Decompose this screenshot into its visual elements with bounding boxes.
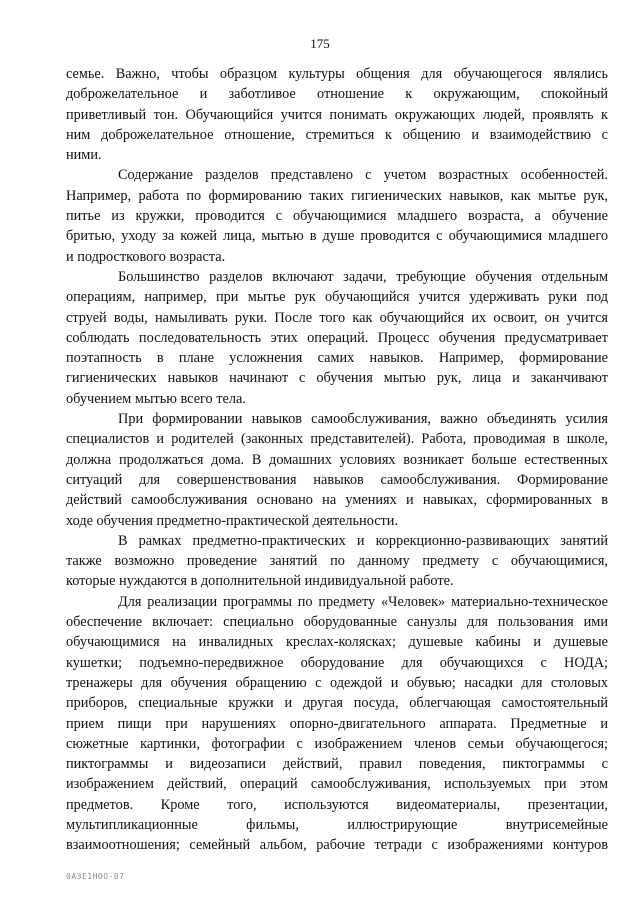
text-line: При формировании навыков самообслуживания, важно объединять усилия	[118, 411, 608, 428]
text-line: питье из кружки, проводится с обучающимися младшего возраста, а обучение	[66, 208, 608, 225]
text-line: взаимоотношения; семейный альбом, рабочие тетради с изображениями контуров	[66, 837, 608, 854]
text-line: тренажеры для обучения обращению с одеждой и обувью; насадки для столовых	[66, 674, 608, 691]
text-line: мультипликационные фильмы, иллюстрирующие внутрисемейные	[66, 816, 608, 833]
text-line: Например, работа по формированию таких гигиенических навыков, как мытье рук,	[66, 187, 608, 204]
text-line: В рамках предметно-практических и коррекционно-развивающих занятий	[118, 532, 608, 549]
text-line: операциям, например, при мытье рук обучающийся учится удерживать руки под	[66, 289, 608, 306]
text-line: и подросткового возраста.	[66, 248, 226, 265]
text-line: приветливый тон. Обучающийся учится понимать окружающих людей, проявлять к	[66, 106, 608, 123]
paragraph	[66, 531, 608, 592]
paragraph	[66, 409, 608, 531]
document-body	[66, 64, 608, 856]
text-line: пиктограммы и видеозаписи действий, правил поведения, пиктограммы с	[66, 756, 608, 773]
paragraph	[66, 267, 608, 409]
text-line: предметов. Кроме того, используются видеоматериалы, презентации,	[66, 796, 608, 813]
text-line: ним доброжелательное отношение, стремиться к общению и взаимодействию с	[66, 126, 608, 143]
text-line: должна продолжаться дома. В домашних условиях возникает больше естественных	[66, 451, 608, 468]
text-line: доброжелательное и заботливое отношение к окружающим, спокойный	[66, 86, 608, 103]
text-line: Для реализации программы по предмету «Человек» материально-техническое	[118, 593, 608, 610]
text-line: гигиенических навыков начинают с обучения мытью рук, лица и заканчивают	[66, 370, 608, 387]
text-line: обучением мытью всего тела.	[66, 390, 246, 407]
text-line: ходе обучения предметно-практической деятельности.	[66, 512, 399, 529]
text-line: ними.	[66, 147, 102, 164]
text-line: действий самообслуживания основано на умениях и навыках, сформированных в	[66, 492, 608, 509]
footer-code: 0АЗЕ1НОО-07	[66, 872, 125, 881]
text-line: бритью, уходу за кожей лица, мытью в душе проводится с обучающимися младшего	[66, 228, 608, 245]
text-line: поэтапность в плане усложнения самих навыков. Например, формирование	[66, 350, 608, 367]
text-line: кушетки; подъемно-передвижное оборудование для обучающихся с НОДА;	[66, 654, 608, 671]
text-line: струей воды, намыливать руки. После того как обучающийся их освоит, он учится	[66, 309, 608, 326]
text-line: изображением действий, операций самообслуживания, используемых при этом	[66, 776, 608, 793]
text-line: ситуаций для совершенствования навыков самообслуживания. Формирование	[66, 471, 608, 488]
text-line: семье. Важно, чтобы образцом культуры общения для обучающегося являлись	[66, 66, 608, 82]
text-line: прием пищи при нарушениях опорно-двигательного аппарата. Предметные и	[66, 715, 608, 732]
text-line: сюжетные картинки, фотографии с изображением членов семьи обучающегося;	[66, 735, 608, 752]
text-line: приборов, специальные кружки и другая посуда, облегчающая самостоятельный	[66, 695, 608, 712]
paragraph	[66, 592, 608, 856]
text-line: обучающимися на инвалидных креслах-колясках; душевые кабины и душевые	[66, 634, 608, 651]
text-line: обеспечение включает: специально оборудованные санузлы для пользования ими	[66, 614, 608, 631]
page-number: 175	[310, 36, 330, 51]
text-line: также возможно проведение занятий по данному предмету с обучающимися,	[66, 553, 608, 570]
paragraph	[66, 165, 608, 266]
text-line: соблюдать последовательность этих операций. Процесс обучения предусматривает	[66, 329, 608, 346]
text-line: Содержание разделов представлено с учетом возрастных особенностей.	[118, 167, 608, 184]
text-line: специалистов и родителей (законных представителей). Работа, проводимая в школе,	[66, 431, 608, 448]
text-line: Большинство разделов включают задачи, требующие обучения отдельным	[118, 268, 608, 285]
paragraph	[66, 64, 608, 165]
text-line: которые нуждаются в дополнительной индивидуальной работе.	[66, 573, 454, 590]
